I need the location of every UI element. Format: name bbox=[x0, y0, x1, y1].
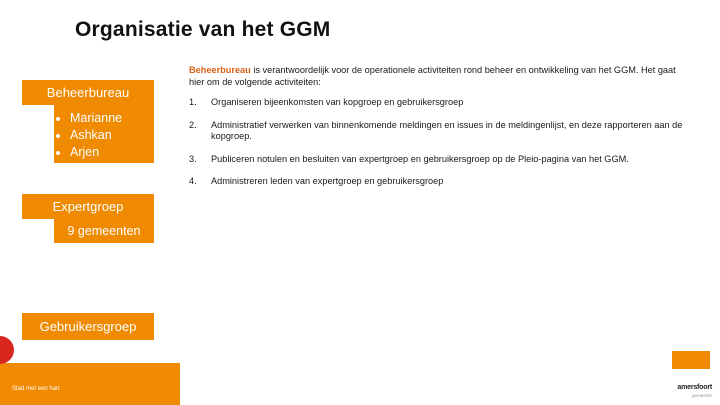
list-item-number: 3. bbox=[189, 153, 197, 164]
box-beheerbureau-label: Beheerbureau bbox=[46, 85, 130, 100]
list-item-text: Administreren leden van expertgroep en gebruikersgroep bbox=[211, 176, 444, 186]
intro-rest: is verantwoordelijk voor de operationele activiteiten rond beheer en ontwikkeling van het GGM. Het gaat hier om de volgende activiteiten: bbox=[189, 65, 676, 87]
box-gebruikersgroep-label: Gebruikersgroep bbox=[39, 319, 137, 334]
list-item-text: Publiceren notulen en besluiten van expertgroep en gebruikersgroep op de Pleio-pagina van het GGM. bbox=[211, 153, 629, 164]
list-item-number: 4. bbox=[189, 176, 197, 186]
list-item-text: Organiseren bijeenkomsten van kopgroep en gebruikersgroep bbox=[211, 97, 464, 107]
activities-list bbox=[189, 97, 689, 188]
list-item: • Arjen bbox=[70, 144, 154, 161]
list-item-number: 1. bbox=[189, 97, 197, 107]
box-gemeenten[interactable] bbox=[54, 219, 154, 243]
beheerbureau-member-list bbox=[54, 105, 154, 163]
box-expertgroep[interactable] bbox=[22, 194, 154, 219]
list-item bbox=[189, 97, 689, 109]
box-beheerbureau[interactable] bbox=[22, 80, 154, 105]
body-text-block bbox=[189, 64, 689, 199]
logo-subtext: gemeente bbox=[691, 393, 712, 398]
footer-slogan: Stad met een hart bbox=[12, 386, 60, 392]
box-gebruikersgroep[interactable] bbox=[22, 313, 154, 340]
list-item bbox=[189, 176, 689, 188]
list-item: • Ashkan bbox=[70, 127, 154, 144]
footer-accent-bar bbox=[0, 363, 180, 405]
intro-strong: Beheerbureau bbox=[189, 65, 251, 75]
list-item: • Marianne bbox=[70, 110, 154, 127]
page-title: Organisatie van het GGM bbox=[75, 18, 331, 41]
footer-dot-decoration bbox=[0, 336, 14, 364]
box-gemeenten-label: 9 gemeenten bbox=[67, 224, 141, 238]
logo-wordmark: amersfoort bbox=[677, 384, 712, 391]
box-expertgroep-label: Expertgroep bbox=[52, 199, 124, 214]
logo-mark bbox=[672, 351, 710, 369]
list-item bbox=[189, 154, 689, 166]
intro-paragraph bbox=[189, 64, 689, 88]
list-item bbox=[189, 120, 689, 143]
list-item-number: 2. bbox=[189, 119, 197, 130]
list-item-text: Administratief verwerken van binnenkomende meldingen en issues in de meldingenlijst, en deze rapporteren aan de kopgroep. bbox=[211, 119, 683, 141]
